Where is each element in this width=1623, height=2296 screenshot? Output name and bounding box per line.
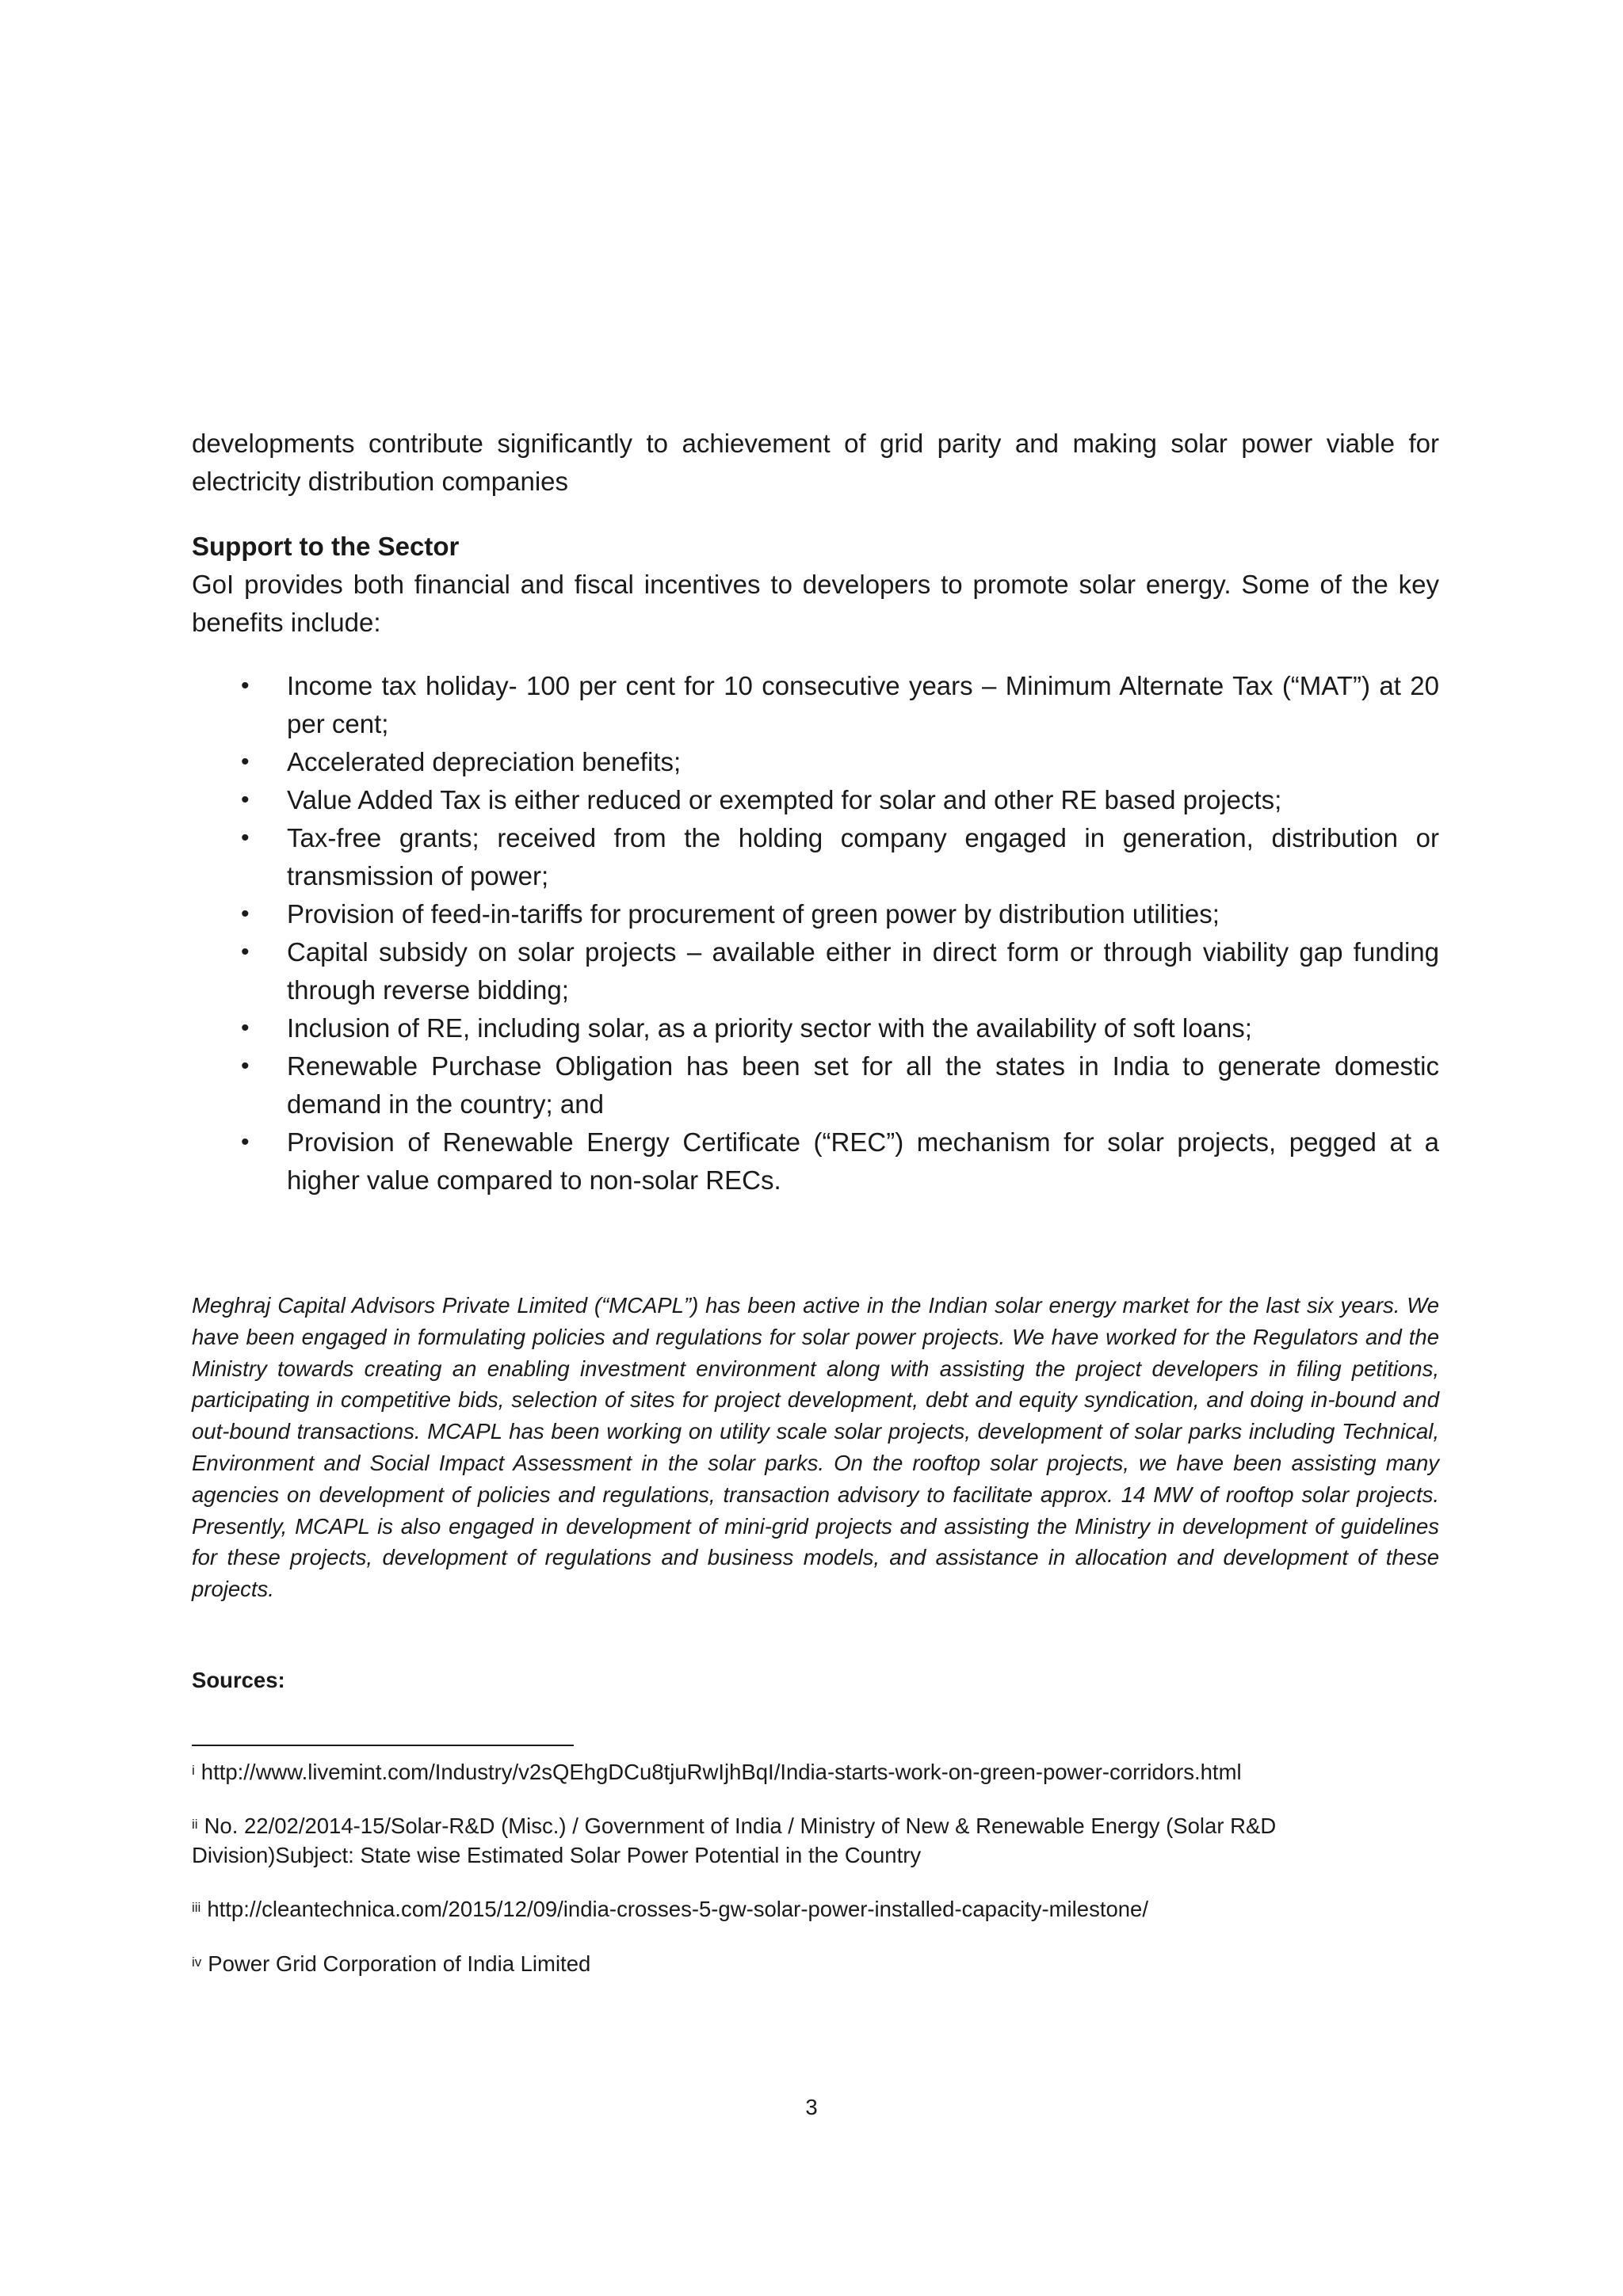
page-number: 3 <box>805 2095 818 2119</box>
list-item-text: Value Added Tax is either reduced or exempted for solar and other RE based projects; <box>287 785 1282 814</box>
footnote-marker: ii <box>192 1817 198 1832</box>
footnote <box>192 1757 1439 1787</box>
bullet-icon: • <box>241 1129 250 1155</box>
list-item-text: Renewable Purchase Obligation has been set for all the states in India to generate domestic demand in the country; and <box>287 1051 1439 1119</box>
footnote-marker: iii <box>192 1900 201 1915</box>
list-item <box>192 933 1439 1009</box>
footnote-text: http://cleantechnica.com/2015/12/09/india-crosses-5-gw-solar-power-installed-capacity-milestone/ <box>207 1897 1148 1921</box>
lead-paragraph: GoI provides both financial and fiscal incentives to developers to promote solar energy. Some of the key benefits include: <box>192 570 1439 637</box>
bullet-icon: • <box>241 901 250 927</box>
list-item-text: Tax-free grants; received from the holding company engaged in generation, distribution or transmission of power; <box>287 823 1439 891</box>
list-item-text: Capital subsidy on solar projects – available either in direct form or through viability gap funding through reverse bidding; <box>287 937 1439 1005</box>
list-item <box>192 819 1439 895</box>
list-item-text: Income tax holiday- 100 per cent for 10 consecutive years – Minimum Alternate Tax (“MAT”) at 20 per cent; <box>287 671 1439 738</box>
footnote-marker: iv <box>192 1955 202 1970</box>
list-item-text: Provision of Renewable Energy Certificate (“REC”) mechanism for solar projects, pegged at a higher value compared to non-solar RECs. <box>287 1127 1439 1195</box>
list-item <box>192 743 1439 781</box>
company-about-paragraph: Meghraj Capital Advisors Private Limited (“MCAPL”) has been active in the Indian solar energy market for the last six years. We have been engaged in formulating policies and regulations for solar power projects. We have worked for the Regulators and the Ministry towards creating an enabling investment environment along with assisting the project developers in filing petitions, participating in competitive bids, selection of sites for project development, debt and equity syndication, and doing in-bound and out-bound transactions. MCAPL has been working on utility scale solar projects, development of solar parks including Technical, Environment and Social Impact Assessment in the solar parks. On the rooftop solar projects, we have been assisting many agencies on development of policies and regulations, transaction advisory to facilitate approx. 14 MW of rooftop solar projects. Presently, MCAPL is also engaged in development of mini-grid projects and assisting the Ministry in development of guidelines for these projects, development of regulations and business models, and assistance in allocation and development of these projects. <box>192 1293 1439 1602</box>
footnote <box>192 1811 1439 1870</box>
bullet-icon: • <box>241 787 250 813</box>
bullet-icon: • <box>241 939 250 965</box>
footnote-marker: i <box>192 1763 195 1778</box>
bullet-icon: • <box>241 1015 250 1041</box>
list-item <box>192 1123 1439 1199</box>
benefits-list <box>192 667 1439 1199</box>
list-item-text: Inclusion of RE, including solar, as a priority sector with the availability of soft loans; <box>287 1013 1252 1043</box>
footnote <box>192 1949 1439 1978</box>
footnote-divider <box>192 1745 574 1746</box>
bullet-icon: • <box>241 1053 250 1079</box>
footnote-text: No. 22/02/2014-15/Solar-R&D (Misc.) / Government of India / Ministry of New & Renewable Energy (Solar R&D Division)Subject: State wise Estimated Solar Power Potential in the Country <box>192 1814 1277 1867</box>
list-item <box>192 895 1439 933</box>
bullet-icon: • <box>241 749 250 775</box>
intro-paragraph: developments contribute significantly to achievement of grid parity and making solar power viable for electricity distribution companies <box>192 429 1439 496</box>
footnote-text: Power Grid Corporation of India Limited <box>208 1951 591 1976</box>
footnote <box>192 1894 1439 1924</box>
sources-heading: Sources: <box>192 1668 285 1692</box>
list-item <box>192 1009 1439 1047</box>
bullet-icon: • <box>241 825 250 851</box>
list-item <box>192 781 1439 819</box>
bullet-icon: • <box>241 673 250 699</box>
list-item-text: Provision of feed-in-tariffs for procurement of green power by distribution utilities; <box>287 899 1220 929</box>
section-heading: Support to the Sector <box>192 532 460 561</box>
list-item <box>192 1047 1439 1123</box>
footnote-text: http://www.livemint.com/Industry/v2sQEhgDCu8tjuRwIjhBqI/India-starts-work-on-green-power-corridors.html <box>200 1760 1242 1784</box>
list-item <box>192 667 1439 743</box>
list-item-text: Accelerated depreciation benefits; <box>287 747 682 776</box>
